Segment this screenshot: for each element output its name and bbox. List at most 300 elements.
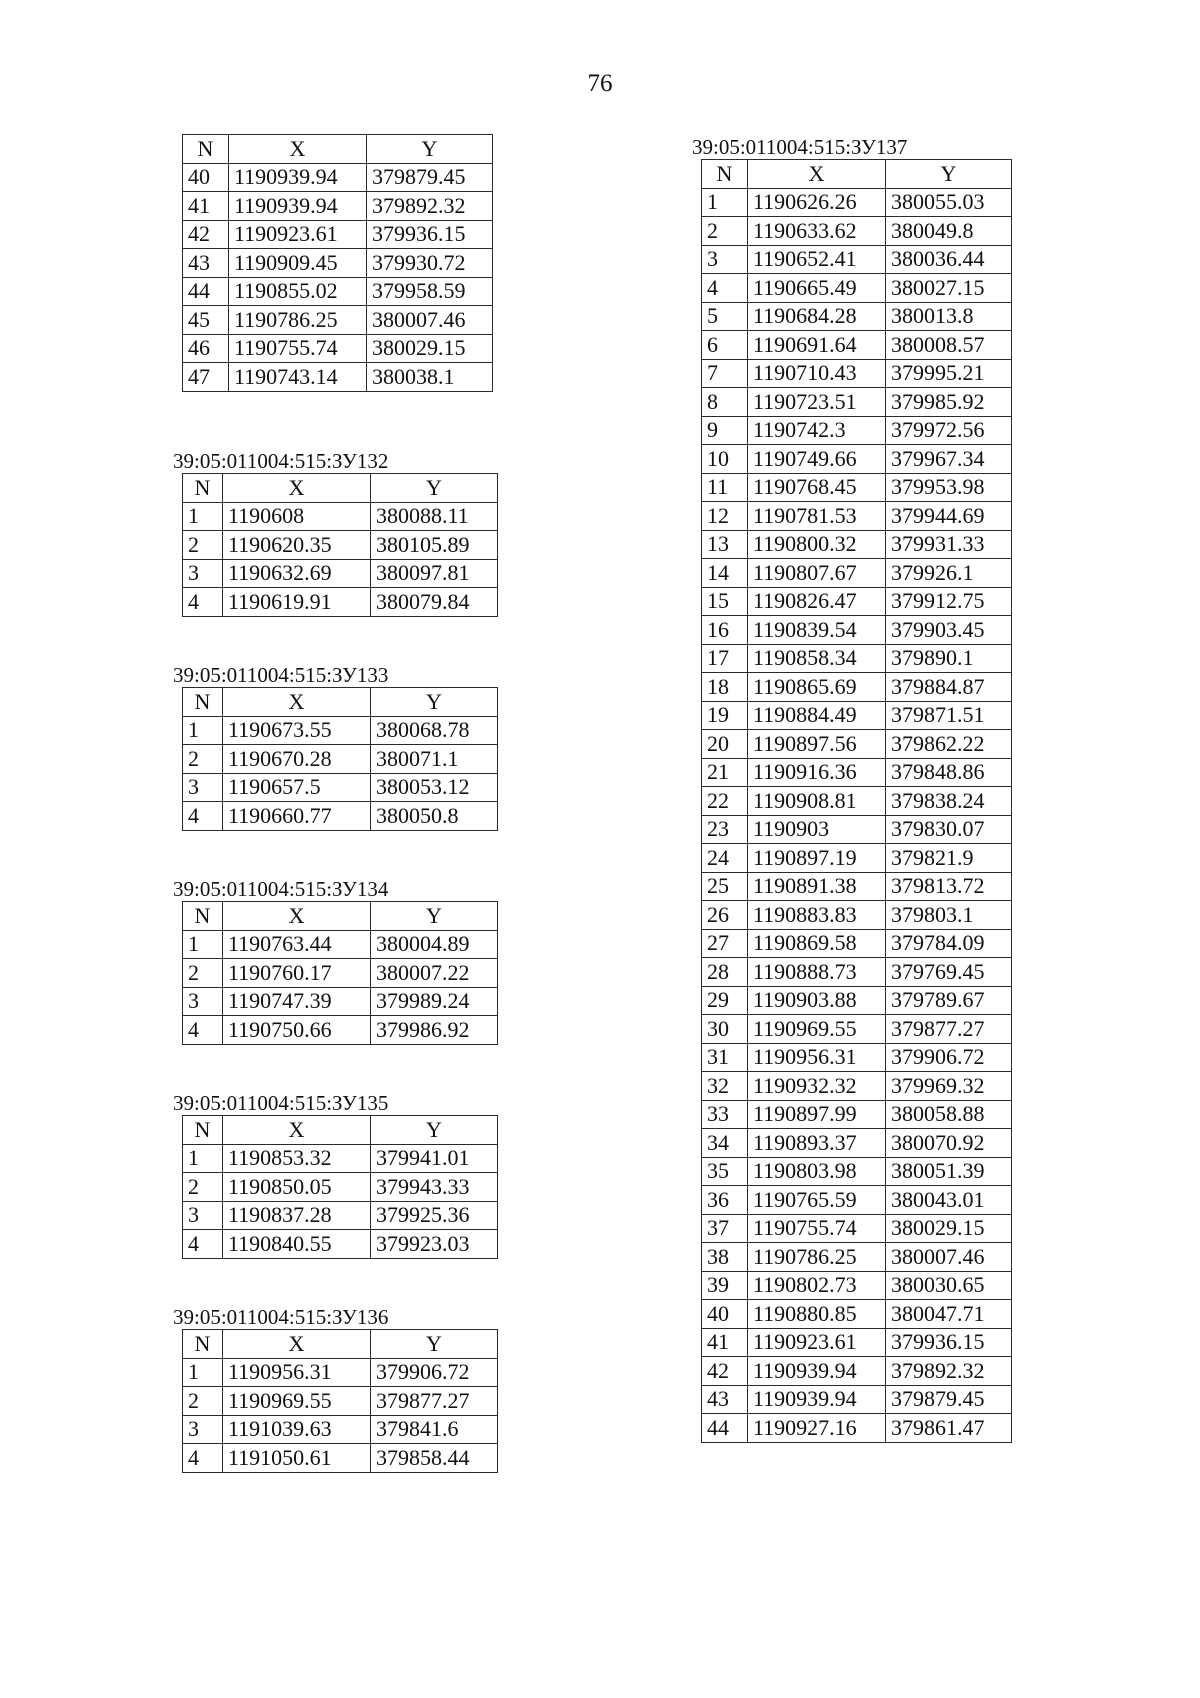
cell-y: 379923.03 xyxy=(371,1230,498,1259)
cell-n: 15 xyxy=(702,587,748,616)
cell-n: 35 xyxy=(702,1157,748,1186)
cell-x: 1190869.58 xyxy=(748,929,886,958)
cell-n: 5 xyxy=(702,302,748,331)
cell-y: 379925.36 xyxy=(371,1201,498,1230)
cell-n: 2 xyxy=(183,745,223,774)
column-header-n: N xyxy=(183,1330,223,1359)
cell-y: 380088.11 xyxy=(371,502,498,531)
column-header-n: N xyxy=(183,902,223,931)
table-row xyxy=(702,1129,1012,1158)
cell-x: 1190755.74 xyxy=(748,1214,886,1243)
cell-n: 3 xyxy=(702,245,748,274)
table-row xyxy=(183,334,493,363)
table-row xyxy=(702,445,1012,474)
cell-n: 22 xyxy=(702,787,748,816)
cell-n: 3 xyxy=(183,559,223,588)
cell-x: 1190765.59 xyxy=(748,1186,886,1215)
cell-y: 380013.8 xyxy=(886,302,1012,331)
table-row xyxy=(183,249,493,278)
cell-x: 1190865.69 xyxy=(748,673,886,702)
table-row xyxy=(702,331,1012,360)
cell-x: 1190626.26 xyxy=(748,188,886,217)
cell-n: 4 xyxy=(183,802,223,831)
cell-n: 4 xyxy=(183,1230,223,1259)
cell-x: 1190781.53 xyxy=(748,502,886,531)
cell-n: 41 xyxy=(702,1328,748,1357)
table-row xyxy=(702,958,1012,987)
table-row xyxy=(702,1072,1012,1101)
cell-x: 1191039.63 xyxy=(223,1415,371,1444)
cell-n: 33 xyxy=(702,1100,748,1129)
table-row xyxy=(183,1144,498,1173)
column-header-x: X xyxy=(223,1330,371,1359)
cell-n: 9 xyxy=(702,416,748,445)
cell-y: 380053.12 xyxy=(371,773,498,802)
table-row xyxy=(702,188,1012,217)
cell-n: 1 xyxy=(702,188,748,217)
table-header-row xyxy=(183,474,498,503)
cell-y: 380043.01 xyxy=(886,1186,1012,1215)
cell-y: 379936.15 xyxy=(886,1328,1012,1357)
cell-y: 380068.78 xyxy=(371,716,498,745)
cell-x: 1190853.32 xyxy=(223,1144,371,1173)
table-row xyxy=(702,502,1012,531)
column-header-x: X xyxy=(223,474,371,503)
cell-y: 379884.87 xyxy=(886,673,1012,702)
table-row xyxy=(702,559,1012,588)
table-row xyxy=(183,1358,498,1387)
cell-x: 1190903.88 xyxy=(748,986,886,1015)
table-header-row xyxy=(183,1330,498,1359)
cell-n: 31 xyxy=(702,1043,748,1072)
cell-y: 379879.45 xyxy=(367,163,493,192)
cell-y: 380030.65 xyxy=(886,1271,1012,1300)
cell-n: 46 xyxy=(183,334,229,363)
table-row xyxy=(183,531,498,560)
cell-y: 379784.09 xyxy=(886,929,1012,958)
cell-x: 1190826.47 xyxy=(748,587,886,616)
cell-y: 379769.45 xyxy=(886,958,1012,987)
cell-n: 12 xyxy=(702,502,748,531)
table-row xyxy=(702,1157,1012,1186)
cell-y: 380047.71 xyxy=(886,1300,1012,1329)
cell-x: 1190840.55 xyxy=(223,1230,371,1259)
cell-y: 379892.32 xyxy=(886,1357,1012,1386)
cell-x: 1190883.83 xyxy=(748,901,886,930)
cell-y: 380007.46 xyxy=(367,306,493,335)
table-row xyxy=(702,1243,1012,1272)
table-row xyxy=(702,644,1012,673)
cell-n: 3 xyxy=(183,987,223,1016)
cell-n: 36 xyxy=(702,1186,748,1215)
cell-y: 379803.1 xyxy=(886,901,1012,930)
cell-y: 380029.15 xyxy=(886,1214,1012,1243)
table-row xyxy=(183,306,493,335)
coord-table-block xyxy=(173,1305,498,1473)
cell-x: 1190969.55 xyxy=(223,1387,371,1416)
cell-n: 1 xyxy=(183,1144,223,1173)
column-header-n: N xyxy=(702,160,748,189)
cell-y: 379989.24 xyxy=(371,987,498,1016)
cell-y: 379879.45 xyxy=(886,1385,1012,1414)
cell-n: 37 xyxy=(702,1214,748,1243)
table-row xyxy=(702,815,1012,844)
table-row xyxy=(183,1387,498,1416)
cell-n: 3 xyxy=(183,1201,223,1230)
cell-n: 27 xyxy=(702,929,748,958)
cell-n: 11 xyxy=(702,473,748,502)
cell-x: 1190786.25 xyxy=(229,306,367,335)
cell-n: 4 xyxy=(183,1016,223,1045)
cell-n: 40 xyxy=(702,1300,748,1329)
table-header-row xyxy=(183,135,493,164)
column-header-n: N xyxy=(183,688,223,717)
column-header-y: Y xyxy=(367,135,493,164)
cell-x: 1190763.44 xyxy=(223,930,371,959)
table-row xyxy=(183,1201,498,1230)
column-header-n: N xyxy=(183,474,223,503)
table-row xyxy=(702,473,1012,502)
cell-n: 25 xyxy=(702,872,748,901)
cell-n: 1 xyxy=(183,1358,223,1387)
cell-x: 1190768.45 xyxy=(748,473,886,502)
cell-x: 1190660.77 xyxy=(223,802,371,831)
cell-y: 379877.27 xyxy=(371,1387,498,1416)
cell-n: 19 xyxy=(702,701,748,730)
cell-x: 1190657.5 xyxy=(223,773,371,802)
cell-y: 379821.9 xyxy=(886,844,1012,873)
cell-n: 10 xyxy=(702,445,748,474)
cell-x: 1190897.56 xyxy=(748,730,886,759)
cell-x: 1190891.38 xyxy=(748,872,886,901)
table-row xyxy=(183,363,493,392)
coordinate-table xyxy=(182,134,493,392)
column-header-n: N xyxy=(183,135,229,164)
cell-n: 43 xyxy=(183,249,229,278)
table-header-row xyxy=(183,1116,498,1145)
cell-y: 379789.67 xyxy=(886,986,1012,1015)
cell-y: 379936.15 xyxy=(367,220,493,249)
table-row xyxy=(702,844,1012,873)
cell-y: 380050.8 xyxy=(371,802,498,831)
cell-x: 1190939.94 xyxy=(748,1385,886,1414)
table-row xyxy=(183,1173,498,1202)
cell-n: 2 xyxy=(183,531,223,560)
table-row xyxy=(702,872,1012,901)
table-row xyxy=(702,730,1012,759)
table-row xyxy=(702,787,1012,816)
cell-n: 42 xyxy=(702,1357,748,1386)
table-row xyxy=(183,588,498,617)
table-row xyxy=(702,1271,1012,1300)
cell-y: 379830.07 xyxy=(886,815,1012,844)
cell-n: 4 xyxy=(183,1444,223,1473)
table-caption: 39:05:011004:515:ЗУ137 xyxy=(692,135,908,159)
table-row xyxy=(702,1385,1012,1414)
column-header-x: X xyxy=(223,902,371,931)
column-header-x: X xyxy=(223,688,371,717)
cell-y: 380055.03 xyxy=(886,188,1012,217)
cell-n: 2 xyxy=(183,1387,223,1416)
cell-x: 1190755.74 xyxy=(229,334,367,363)
cell-x: 1190786.25 xyxy=(748,1243,886,1272)
coordinate-table xyxy=(182,901,498,1045)
table-row xyxy=(183,959,498,988)
column-header-y: Y xyxy=(371,1330,498,1359)
coord-table-block xyxy=(182,134,493,392)
cell-x: 1190932.32 xyxy=(748,1072,886,1101)
cell-n: 39 xyxy=(702,1271,748,1300)
table-row xyxy=(702,1328,1012,1357)
cell-x: 1190665.49 xyxy=(748,274,886,303)
table-row xyxy=(183,220,493,249)
column-header-x: X xyxy=(748,160,886,189)
table-row xyxy=(702,1186,1012,1215)
cell-x: 1190684.28 xyxy=(748,302,886,331)
cell-x: 1190939.94 xyxy=(229,192,367,221)
cell-y: 379892.32 xyxy=(367,192,493,221)
table-header-row xyxy=(702,160,1012,189)
table-row xyxy=(183,987,498,1016)
cell-n: 20 xyxy=(702,730,748,759)
coord-table-block xyxy=(173,1091,498,1259)
cell-y: 379841.6 xyxy=(371,1415,498,1444)
cell-n: 47 xyxy=(183,363,229,392)
coordinate-table xyxy=(182,1329,498,1473)
cell-x: 1190747.39 xyxy=(223,987,371,1016)
cell-x: 1190908.81 xyxy=(748,787,886,816)
cell-y: 379861.47 xyxy=(886,1414,1012,1443)
cell-y: 380071.1 xyxy=(371,745,498,774)
cell-x: 1190939.94 xyxy=(229,163,367,192)
cell-y: 380029.15 xyxy=(367,334,493,363)
cell-n: 44 xyxy=(702,1414,748,1443)
column-header-x: X xyxy=(229,135,367,164)
table-caption: 39:05:011004:515:ЗУ136 xyxy=(173,1305,389,1329)
cell-x: 1190923.61 xyxy=(748,1328,886,1357)
cell-n: 30 xyxy=(702,1015,748,1044)
cell-n: 2 xyxy=(183,1173,223,1202)
cell-y: 379944.69 xyxy=(886,502,1012,531)
cell-n: 21 xyxy=(702,758,748,787)
cell-x: 1190850.05 xyxy=(223,1173,371,1202)
table-caption: 39:05:011004:515:ЗУ132 xyxy=(173,449,389,473)
coord-table-block xyxy=(173,449,498,617)
table-header-row xyxy=(183,688,498,717)
table-row xyxy=(183,930,498,959)
table-row xyxy=(702,587,1012,616)
cell-x: 1190710.43 xyxy=(748,359,886,388)
cell-n: 24 xyxy=(702,844,748,873)
cell-n: 16 xyxy=(702,616,748,645)
cell-y: 380097.81 xyxy=(371,559,498,588)
table-row xyxy=(702,1300,1012,1329)
cell-y: 379877.27 xyxy=(886,1015,1012,1044)
table-row xyxy=(702,701,1012,730)
cell-x: 1190800.32 xyxy=(748,530,886,559)
table-row xyxy=(702,359,1012,388)
column-header-y: Y xyxy=(371,474,498,503)
cell-n: 29 xyxy=(702,986,748,1015)
cell-y: 380079.84 xyxy=(371,588,498,617)
coordinate-table xyxy=(182,687,498,831)
table-row xyxy=(183,716,498,745)
cell-y: 380105.89 xyxy=(371,531,498,560)
cell-x: 1190897.99 xyxy=(748,1100,886,1129)
table-row xyxy=(702,758,1012,787)
cell-y: 379871.51 xyxy=(886,701,1012,730)
cell-y: 379943.33 xyxy=(371,1173,498,1202)
cell-n: 26 xyxy=(702,901,748,930)
cell-x: 1190927.16 xyxy=(748,1414,886,1443)
cell-y: 380007.46 xyxy=(886,1243,1012,1272)
cell-y: 380004.89 xyxy=(371,930,498,959)
table-row xyxy=(183,745,498,774)
cell-y: 379931.33 xyxy=(886,530,1012,559)
cell-x: 1190884.49 xyxy=(748,701,886,730)
cell-y: 380036.44 xyxy=(886,245,1012,274)
cell-x: 1190939.94 xyxy=(748,1357,886,1386)
cell-x: 1190760.17 xyxy=(223,959,371,988)
table-row xyxy=(702,217,1012,246)
table-row xyxy=(183,1230,498,1259)
cell-x: 1190803.98 xyxy=(748,1157,886,1186)
cell-y: 379912.75 xyxy=(886,587,1012,616)
cell-x: 1190608 xyxy=(223,502,371,531)
table-row xyxy=(702,416,1012,445)
table-row xyxy=(183,1444,498,1473)
table-row xyxy=(183,192,493,221)
cell-y: 380038.1 xyxy=(367,363,493,392)
column-header-y: Y xyxy=(371,902,498,931)
cell-x: 1191050.61 xyxy=(223,1444,371,1473)
cell-n: 4 xyxy=(702,274,748,303)
table-row xyxy=(183,502,498,531)
cell-n: 13 xyxy=(702,530,748,559)
table-row xyxy=(702,901,1012,930)
cell-x: 1190652.41 xyxy=(748,245,886,274)
cell-x: 1190956.31 xyxy=(748,1043,886,1072)
cell-n: 41 xyxy=(183,192,229,221)
table-row xyxy=(702,1357,1012,1386)
table-row xyxy=(702,274,1012,303)
cell-x: 1190802.73 xyxy=(748,1271,886,1300)
cell-x: 1190620.35 xyxy=(223,531,371,560)
table-row xyxy=(183,1016,498,1045)
cell-x: 1190691.64 xyxy=(748,331,886,360)
page-number: 76 xyxy=(587,70,613,97)
cell-x: 1190839.54 xyxy=(748,616,886,645)
column-header-n: N xyxy=(183,1116,223,1145)
cell-x: 1190633.62 xyxy=(748,217,886,246)
cell-n: 44 xyxy=(183,277,229,306)
cell-n: 17 xyxy=(702,644,748,673)
table-row xyxy=(183,163,493,192)
cell-n: 32 xyxy=(702,1072,748,1101)
table-row xyxy=(702,1214,1012,1243)
table-row xyxy=(702,986,1012,1015)
cell-n: 6 xyxy=(702,331,748,360)
cell-y: 379906.72 xyxy=(886,1043,1012,1072)
cell-x: 1190749.66 xyxy=(748,445,886,474)
cell-x: 1190956.31 xyxy=(223,1358,371,1387)
table-row xyxy=(183,1415,498,1444)
column-header-x: X xyxy=(223,1116,371,1145)
cell-y: 380008.57 xyxy=(886,331,1012,360)
table-row xyxy=(702,1043,1012,1072)
table-row xyxy=(702,1015,1012,1044)
cell-n: 18 xyxy=(702,673,748,702)
cell-n: 8 xyxy=(702,388,748,417)
cell-y: 379862.22 xyxy=(886,730,1012,759)
cell-x: 1190750.66 xyxy=(223,1016,371,1045)
cell-y: 379985.92 xyxy=(886,388,1012,417)
table-header-row xyxy=(183,902,498,931)
cell-n: 23 xyxy=(702,815,748,844)
cell-x: 1190855.02 xyxy=(229,277,367,306)
cell-y: 379969.32 xyxy=(886,1072,1012,1101)
cell-n: 3 xyxy=(183,773,223,802)
cell-n: 3 xyxy=(183,1415,223,1444)
table-row xyxy=(702,1414,1012,1443)
cell-y: 379848.86 xyxy=(886,758,1012,787)
table-row xyxy=(702,245,1012,274)
cell-x: 1190670.28 xyxy=(223,745,371,774)
table-caption: 39:05:011004:515:ЗУ133 xyxy=(173,663,389,687)
cell-n: 28 xyxy=(702,958,748,987)
cell-y: 379926.1 xyxy=(886,559,1012,588)
cell-y: 379986.92 xyxy=(371,1016,498,1045)
coord-table-block xyxy=(692,135,1012,1443)
cell-x: 1190903 xyxy=(748,815,886,844)
cell-x: 1190742.3 xyxy=(748,416,886,445)
table-row xyxy=(702,673,1012,702)
cell-n: 1 xyxy=(183,930,223,959)
cell-n: 43 xyxy=(702,1385,748,1414)
cell-x: 1190916.36 xyxy=(748,758,886,787)
table-row xyxy=(702,929,1012,958)
table-row xyxy=(702,302,1012,331)
cell-n: 4 xyxy=(183,588,223,617)
cell-y: 379972.56 xyxy=(886,416,1012,445)
coord-table-block xyxy=(173,663,498,831)
cell-x: 1190807.67 xyxy=(748,559,886,588)
cell-y: 379953.98 xyxy=(886,473,1012,502)
cell-y: 379995.21 xyxy=(886,359,1012,388)
table-row xyxy=(183,802,498,831)
cell-y: 379941.01 xyxy=(371,1144,498,1173)
table-row xyxy=(702,530,1012,559)
cell-x: 1190880.85 xyxy=(748,1300,886,1329)
table-caption: 39:05:011004:515:ЗУ134 xyxy=(173,877,389,901)
cell-y: 380070.92 xyxy=(886,1129,1012,1158)
cell-x: 1190897.19 xyxy=(748,844,886,873)
cell-x: 1190893.37 xyxy=(748,1129,886,1158)
table-row xyxy=(702,1100,1012,1129)
cell-n: 1 xyxy=(183,502,223,531)
cell-x: 1190723.51 xyxy=(748,388,886,417)
cell-x: 1190909.45 xyxy=(229,249,367,278)
table-row xyxy=(183,277,493,306)
cell-n: 2 xyxy=(702,217,748,246)
coordinate-table xyxy=(182,1115,498,1259)
cell-y: 379813.72 xyxy=(886,872,1012,901)
cell-n: 2 xyxy=(183,959,223,988)
table-row xyxy=(702,616,1012,645)
cell-n: 7 xyxy=(702,359,748,388)
cell-x: 1190632.69 xyxy=(223,559,371,588)
cell-y: 379906.72 xyxy=(371,1358,498,1387)
